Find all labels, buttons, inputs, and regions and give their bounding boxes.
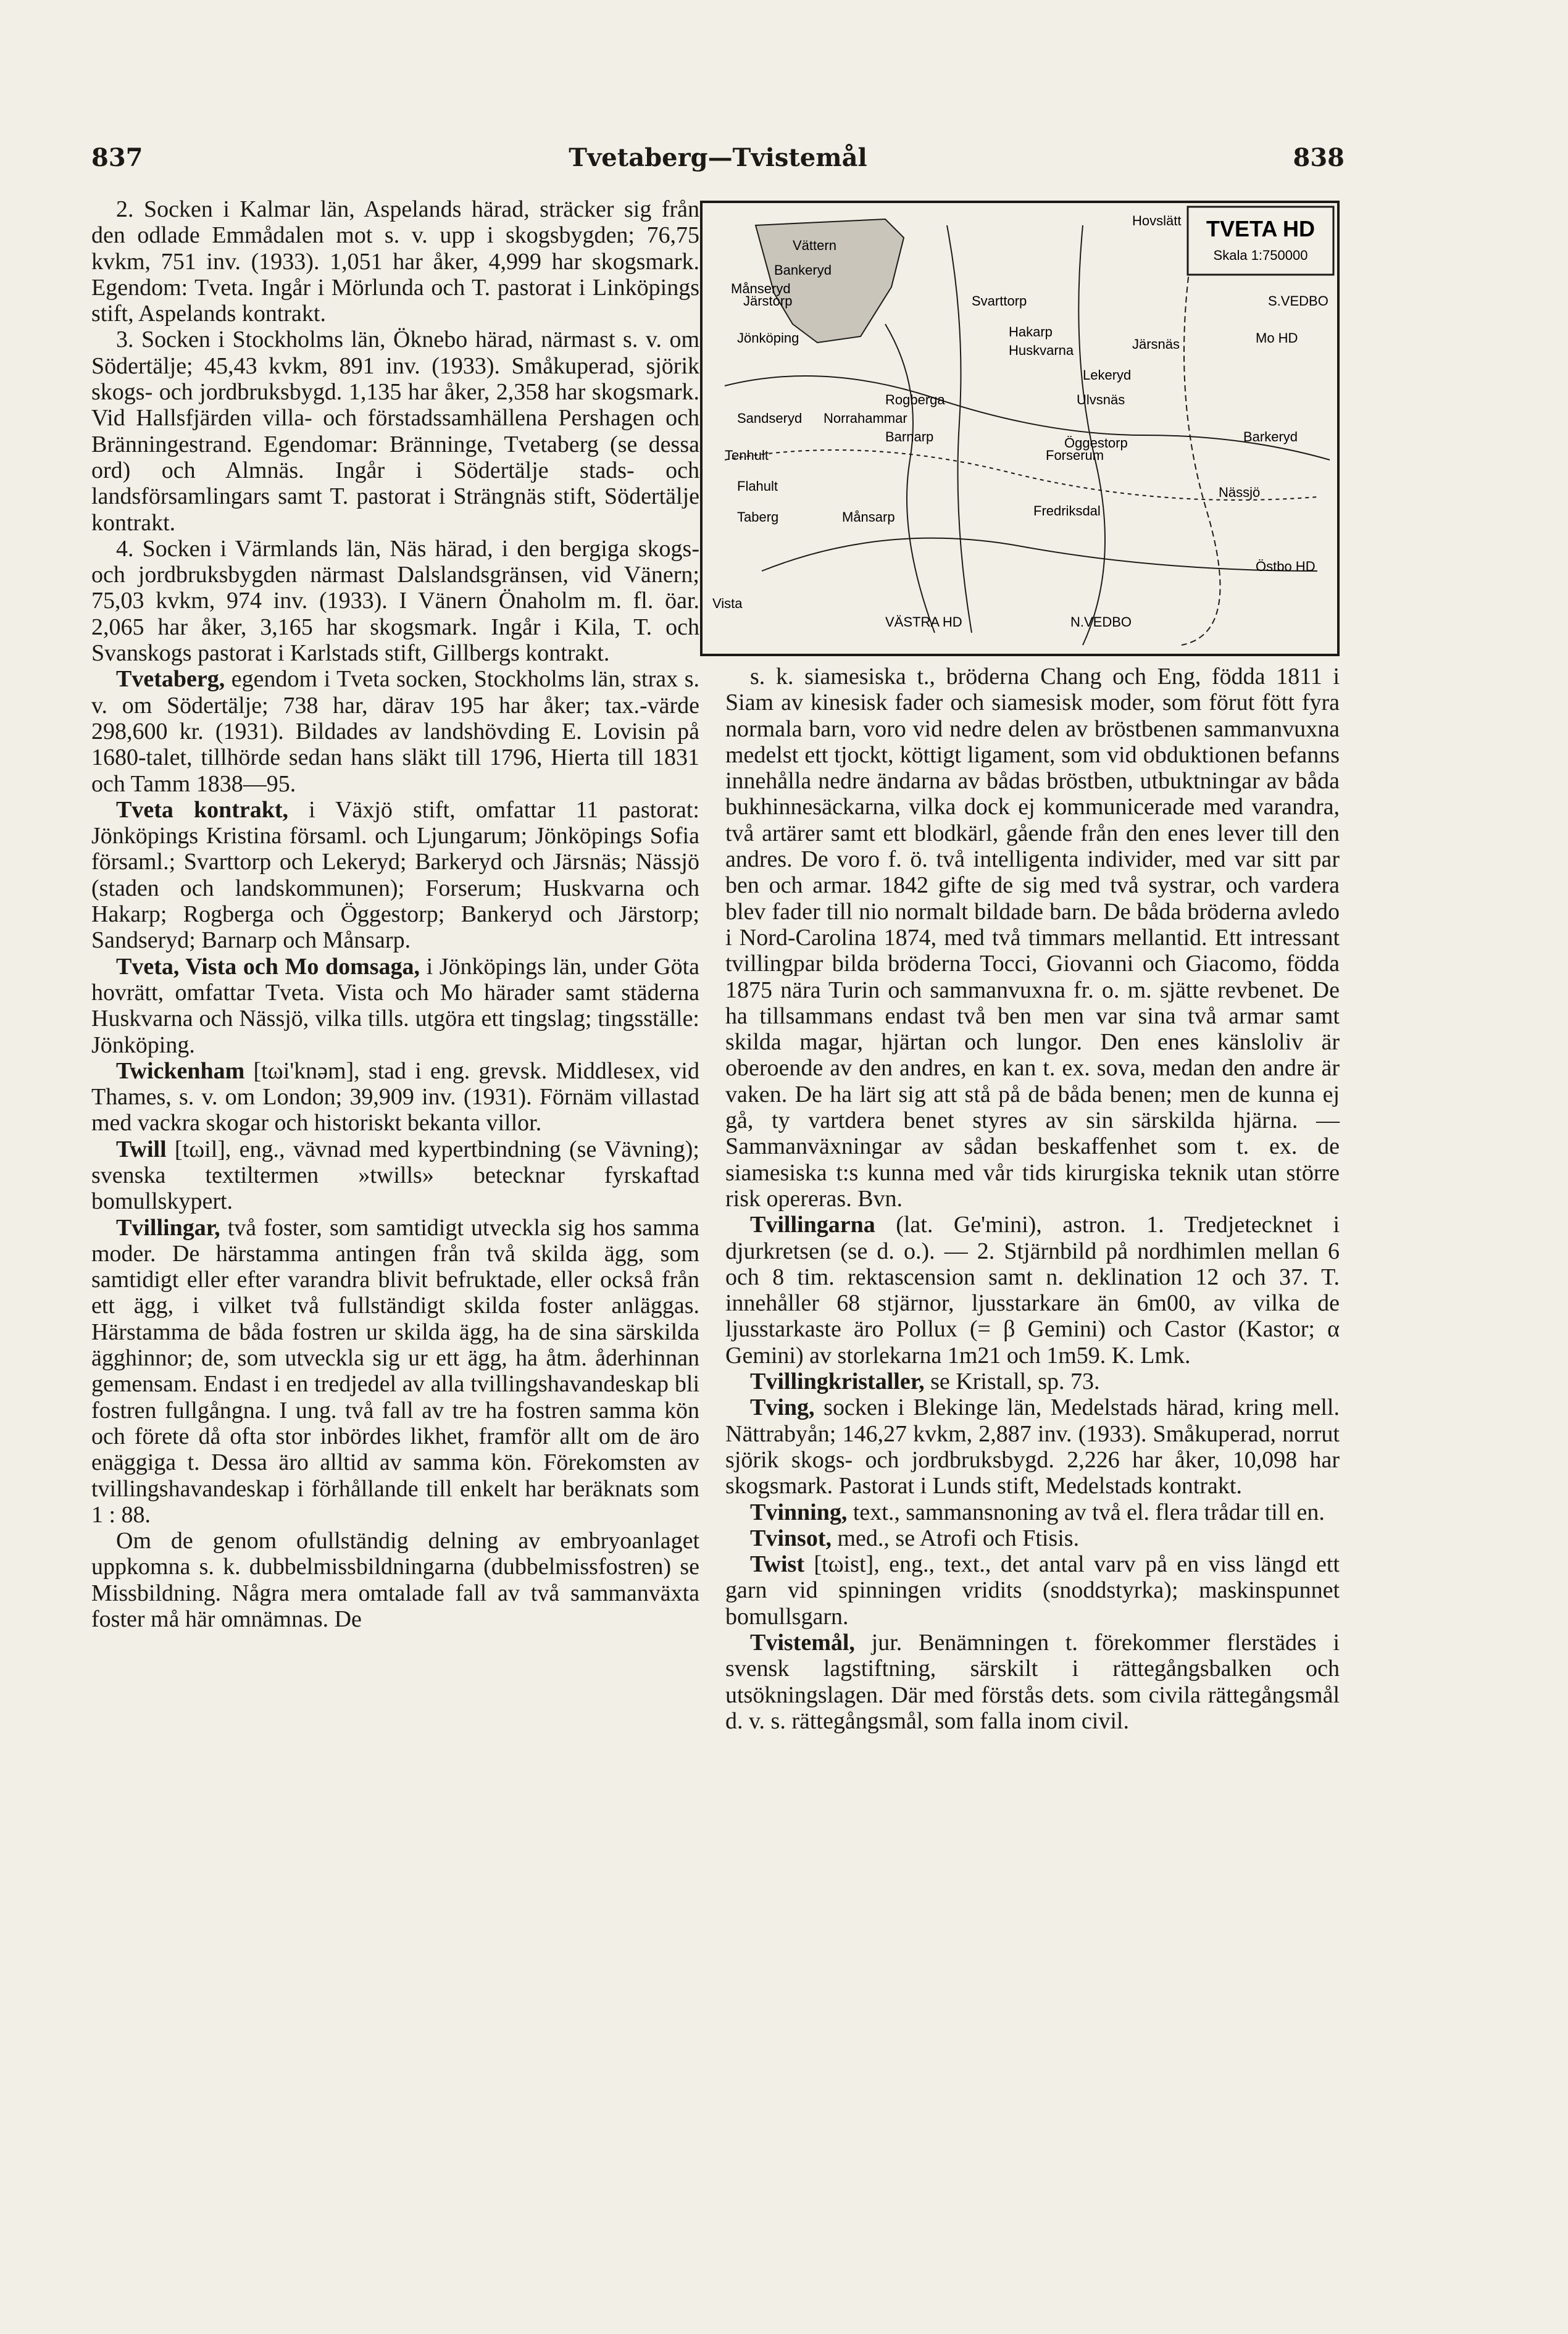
entry-headword: Twill: [116, 1136, 167, 1162]
article-entry: [725, 1630, 1340, 1734]
map-place-label: Ulvsnäs: [1077, 392, 1125, 407]
article-entry: [91, 196, 699, 327]
article-entry: [725, 1525, 1340, 1551]
page-number-right: 838: [1293, 143, 1345, 172]
map-place-label: Rogberga: [885, 392, 945, 407]
entry-text: 2. Socken i Kalmar län, Aspelands härad, sträcker sig från den odlade Emmådalen mot s. v. upp i skogsbygden; 76,75 kvkm, 751 inv. (1933). 1,051 har åker, 4,999 har skogsmark. Egendom: Tveta. Ingår i Mörlunda och T. pastorat i Linköpings stift, Aspelands kontrakt.: [91, 196, 699, 327]
map-place-label: Norrahammar: [824, 411, 907, 426]
entry-headword: Twickenham: [116, 1057, 245, 1084]
map-place-label: Taberg: [737, 509, 779, 525]
entry-text: två foster, som samtidigt utveckla sig hos samma moder. De härstamma antingen från två skilda ägg, som samtidigt eller efter varandra blivit befruktade, eller också från ett ägg, i vilket två fullständigt skilda foster anläggas. Härstamma de båda fostren ur skilda ägg, ha de sina särskilda ägghinnor; de, som utveckla sig ur ett ägg, ha åtm. åderhinnan gemensam. Endast i en tredjedel av alla tvillingshavandeskap bli fostren fullgångna. I ung. två fall av tre ha fostren samma kön och förete då ofta stor inbördes likhet, framför allt om de äro enäggiga t. Dessa äro alltid av samma kön. Förekomsten av tvillingshavandeskap i förhållande till enkelt har beräknats som 1 : 88.: [91, 1214, 699, 1528]
entry-text: jur. Benämningen t. förekommer flerstädes i svensk lagstiftning, särskilt i rättegångsbalken och utsökningslagen. Där med förstås dets. som civila rättegångsmål d. v. s. rättegångsmål, som falla inom civil.: [725, 1629, 1340, 1734]
entry-headword: Tvinning,: [750, 1499, 848, 1525]
map-place-label: Nässjö: [1219, 485, 1261, 500]
map-place-label: Flahult: [737, 478, 778, 494]
article-entry: [725, 1551, 1340, 1630]
map-place-label: Huskvarna: [1009, 343, 1074, 358]
map-place-label: Lekeryd: [1083, 367, 1132, 383]
entry-headword: Tveta kontrakt,: [116, 796, 289, 823]
article-entry: [91, 1215, 699, 1528]
map-place-label: Månsarp: [842, 509, 895, 525]
map-place-label: Barkeryd: [1243, 429, 1298, 444]
map-place-label: VÄSTRA HD: [885, 614, 962, 630]
running-header: [91, 143, 1345, 180]
map-place-label: S.VEDBO: [1268, 293, 1328, 309]
entry-text: s. k. siamesiska t., bröderna Chang och Eng, födda 1811 i Siam av kinesisk fader och siamesisk moder, som förut fött fyra normala barn, voro vid nedre delen av bröstbenen sammanvuxna medelst ett tjockt, köttigt ligament, som vid obduktionen befanns innehålla nedre ändarna av bådas bröstben, utbuktningar av båda bukhinnesäckarna, vilka dock ej kommunicerade med varandra, två artärer samt ett blodkärl, gående från den enes lever till den andres. De voro f. ö. två intelligenta individer, med var sitt par ben och armar. 1842 gifte de sig med två systrar, och vardera blev fader till nio normalt bildade barn. De båda bröderna avledo i Nord-Carolina 1874, med två timmars mellantid. Ett intressant tvillingpar bilda bröderna Tocci, Giovanni och Giacomo, födda 1875 nära Turin och sammanvuxna fr. o. m. sjätte revbenet. De ha tillsammans endast två ben men var sina två armar samt skilda magar, hjärtan och lungor. Den enes känsloliv är oberoende av den andres, en kan t. ex. sova, medan den andre är vaken. De ha lärt sig att stå på de båda benen; men de kunna ej gå, ty vartdera benet styres av sin särskilda hjärna. — Sammanväxningar av sådan beskaffenhet som t. ex. de siamesiska t:s kunna med vår tids kirurgiska teknik utan större risk opereras. Bvn.: [725, 664, 1340, 1212]
entry-text: [tωil], eng., vävnad med kypertbindning (se Vävning); svenska textiltermen »twills» betecknar fyrskaftad bomullskypert.: [91, 1136, 699, 1215]
map-place-label: Fredriksdal: [1033, 503, 1101, 519]
right-column: [725, 664, 1340, 1734]
map-scale: Skala 1:750000: [1213, 248, 1308, 263]
map-place-label: Hakarp: [1009, 324, 1053, 340]
article-entry: [725, 1394, 1340, 1499]
entry-text: Om de genom ofullständig delning av embryoanlaget uppkomna s. k. dubbelmissbildningarna (dubbelmissfostren) se Missbildning. Några mera omtalade fall av två sammanväxta foster må här omnämnas. De: [91, 1528, 699, 1633]
article-entry: [725, 1212, 1340, 1369]
map-place-label: Öggestorp: [1064, 435, 1128, 451]
map-place-label: Hovslätt: [1132, 213, 1182, 228]
map-place-label: Östbo HD: [1256, 559, 1316, 574]
map-place-label: Tenhult: [725, 448, 769, 463]
map-place-label: Vättern: [793, 238, 836, 253]
entry-text: i Växjö stift, omfattar 11 pastorat: Jönköpings Kristina församl. och Ljungarum; Jönköpings Sofia församl.; Svarttorp och Lekeryd; Barkeryd och Järsnäs; Nässjö (staden och landskommunen); Forserum; Huskvarna och Hakarp; Rogberga och Öggestorp; Bankeryd och Järstorp; Sandseryd; Barnarp och Månsarp.: [91, 796, 699, 954]
map-place-label: Bankeryd: [774, 262, 832, 278]
running-title: Tvetaberg—Tvistemål: [569, 143, 867, 172]
entry-headword: Tvistemål,: [750, 1629, 855, 1656]
article-entry: [91, 954, 699, 1058]
entry-text: [tωist], eng., text., det antal varv på en viss längd ett garn vid spinningen vridits (snoddstyrka); maskinspunnet bomullsgarn.: [725, 1551, 1340, 1630]
article-entry: [91, 327, 699, 535]
entry-text: i Jönköpings län, under Göta hovrätt, omfattar Tveta. Vista och Mo härader samt städerna Huskvarna och Nässjö, vilka tills. utgöra ett tingslag; tingsställe: Jönköping.: [91, 953, 699, 1058]
article-entry: [91, 1058, 699, 1136]
map-place-label: Barnarp: [885, 429, 934, 444]
entry-text: se Kristall, sp. 73.: [924, 1369, 1100, 1395]
entry-text: socken i Blekinge län, Medelstads härad, kring mell. Nättrabyån; 146,27 kvkm, 2,887 inv. (1933). Småkuperad, norrut sjörik skogs- och jordbruksbygd. 2,226 har åker, 10,098 har skogsmark. Pastorat i Lunds stift, Medelstads kontrakt.: [725, 1394, 1340, 1499]
entry-text: med., se Atrofi och Ftisis.: [831, 1525, 1080, 1551]
entry-text: text., sammansnoning av två el. flera trådar till en.: [847, 1499, 1325, 1525]
article-entry: [91, 666, 699, 796]
article-entry: [91, 536, 699, 666]
entry-headword: Tvinsot,: [750, 1525, 832, 1551]
map-place-label: Vista: [712, 596, 743, 611]
entry-headword: Twist: [750, 1551, 804, 1578]
map-place-label: Forserum: [1046, 448, 1104, 463]
map-place-label: Jönköping: [737, 330, 799, 346]
entry-text: (lat. Ge'mini), astron. 1. Tredjetecknet i djurkretsen (se d. o.). — 2. Stjärnbild på nordhimlen mellan 6 och 8 tim. rektascension samt n. deklination 12 och 37. T. innehåller 68 stjärnor, ljusstarkare än 6m00, av vilka de ljusstarkaste äro Pollux (= β Gemini) och Castor (Kastor; α Gemini) av storlekarna 1m21 och 1m59. K. Lmk.: [725, 1212, 1340, 1369]
map-place-label: Järsnäs: [1132, 336, 1180, 352]
map-title: TVETA HD: [1206, 216, 1315, 241]
left-column: [91, 196, 699, 1632]
entry-headword: Tveta, Vista och Mo domsaga,: [116, 953, 420, 980]
entry-text: 3. Socken i Stockholms län, Öknebo härad, närmast s. v. om Södertälje; 45,43 kvkm, 891 inv. (1933). Småkuperad, sjörik skogs- och jordbruksbygd. 1,135 har åker, 2,358 har skogsmark. Vid Hallsfjärden villa- och förstadssamhällena Pershagen och Bränningestrand. Egendomar: Bränninge, Tvetaberg (se dessa ord) och Almnäs. Ingår i Södertälje stads- och landsförsamlingars samt T. pastorat i Strängnäs stift, Södertälje kontrakt.: [91, 327, 699, 536]
entry-headword: Tvillingarna: [750, 1212, 875, 1238]
map-place-label: Mo HD: [1256, 330, 1298, 346]
map-place-label: N.VEDBO: [1070, 614, 1132, 630]
entry-headword: Tvillingkristaller,: [750, 1369, 925, 1395]
entry-text: [tωi'knəm], stad i eng. grevsk. Middlesex, vid Thames, s. v. om London; 39,909 inv. (1931). Förnäm villastad med vackra skogar och historiskt bekanta villor.: [91, 1057, 699, 1136]
entry-headword: Tvillingar,: [116, 1214, 220, 1241]
page-number-left: 837: [91, 143, 143, 172]
entry-headword: Tving,: [750, 1394, 815, 1421]
article-entry: [91, 1136, 699, 1215]
entry-text: egendom i Tveta socken, Stockholms län, strax s. v. om Södertälje; 738 har, därav 195 har åker; tax.-värde 298,600 kr. (1931). Bildades av landshövding E. Lovisin på 1680-talet, tillhörde sedan hans släkt till 1796, Hierta till 1831 och Tamm 1838—95.: [91, 666, 699, 797]
entry-text: 4. Socken i Värmlands län, Näs härad, i den bergiga skogs- och jordbruksbygden närmast Dalslandsgränsen, vid Vänern; 75,03 kvkm, 974 inv. (1933). I Vänern Önaholm m. fl. öar. 2,065 har åker, 3,165 har skogsmark. Ingår i Kila, T. och Svanskogs pastorat i Karlstads stift, Gillbergs kontrakt.: [91, 535, 699, 667]
map-place-label: Järstorp: [743, 293, 793, 309]
entry-headword: Tvetaberg,: [116, 666, 225, 693]
article-entry: [91, 797, 699, 954]
article-entry: [91, 1528, 699, 1632]
map-place-label: Svarttorp: [972, 293, 1027, 309]
map-place-label: Sandseryd: [737, 411, 803, 426]
map-place-label: Månseryd: [731, 281, 791, 296]
article-entry: [725, 1499, 1340, 1525]
tveta-district-map: [700, 201, 1340, 656]
article-entry: [725, 1369, 1340, 1394]
article-entry: [725, 664, 1340, 1212]
